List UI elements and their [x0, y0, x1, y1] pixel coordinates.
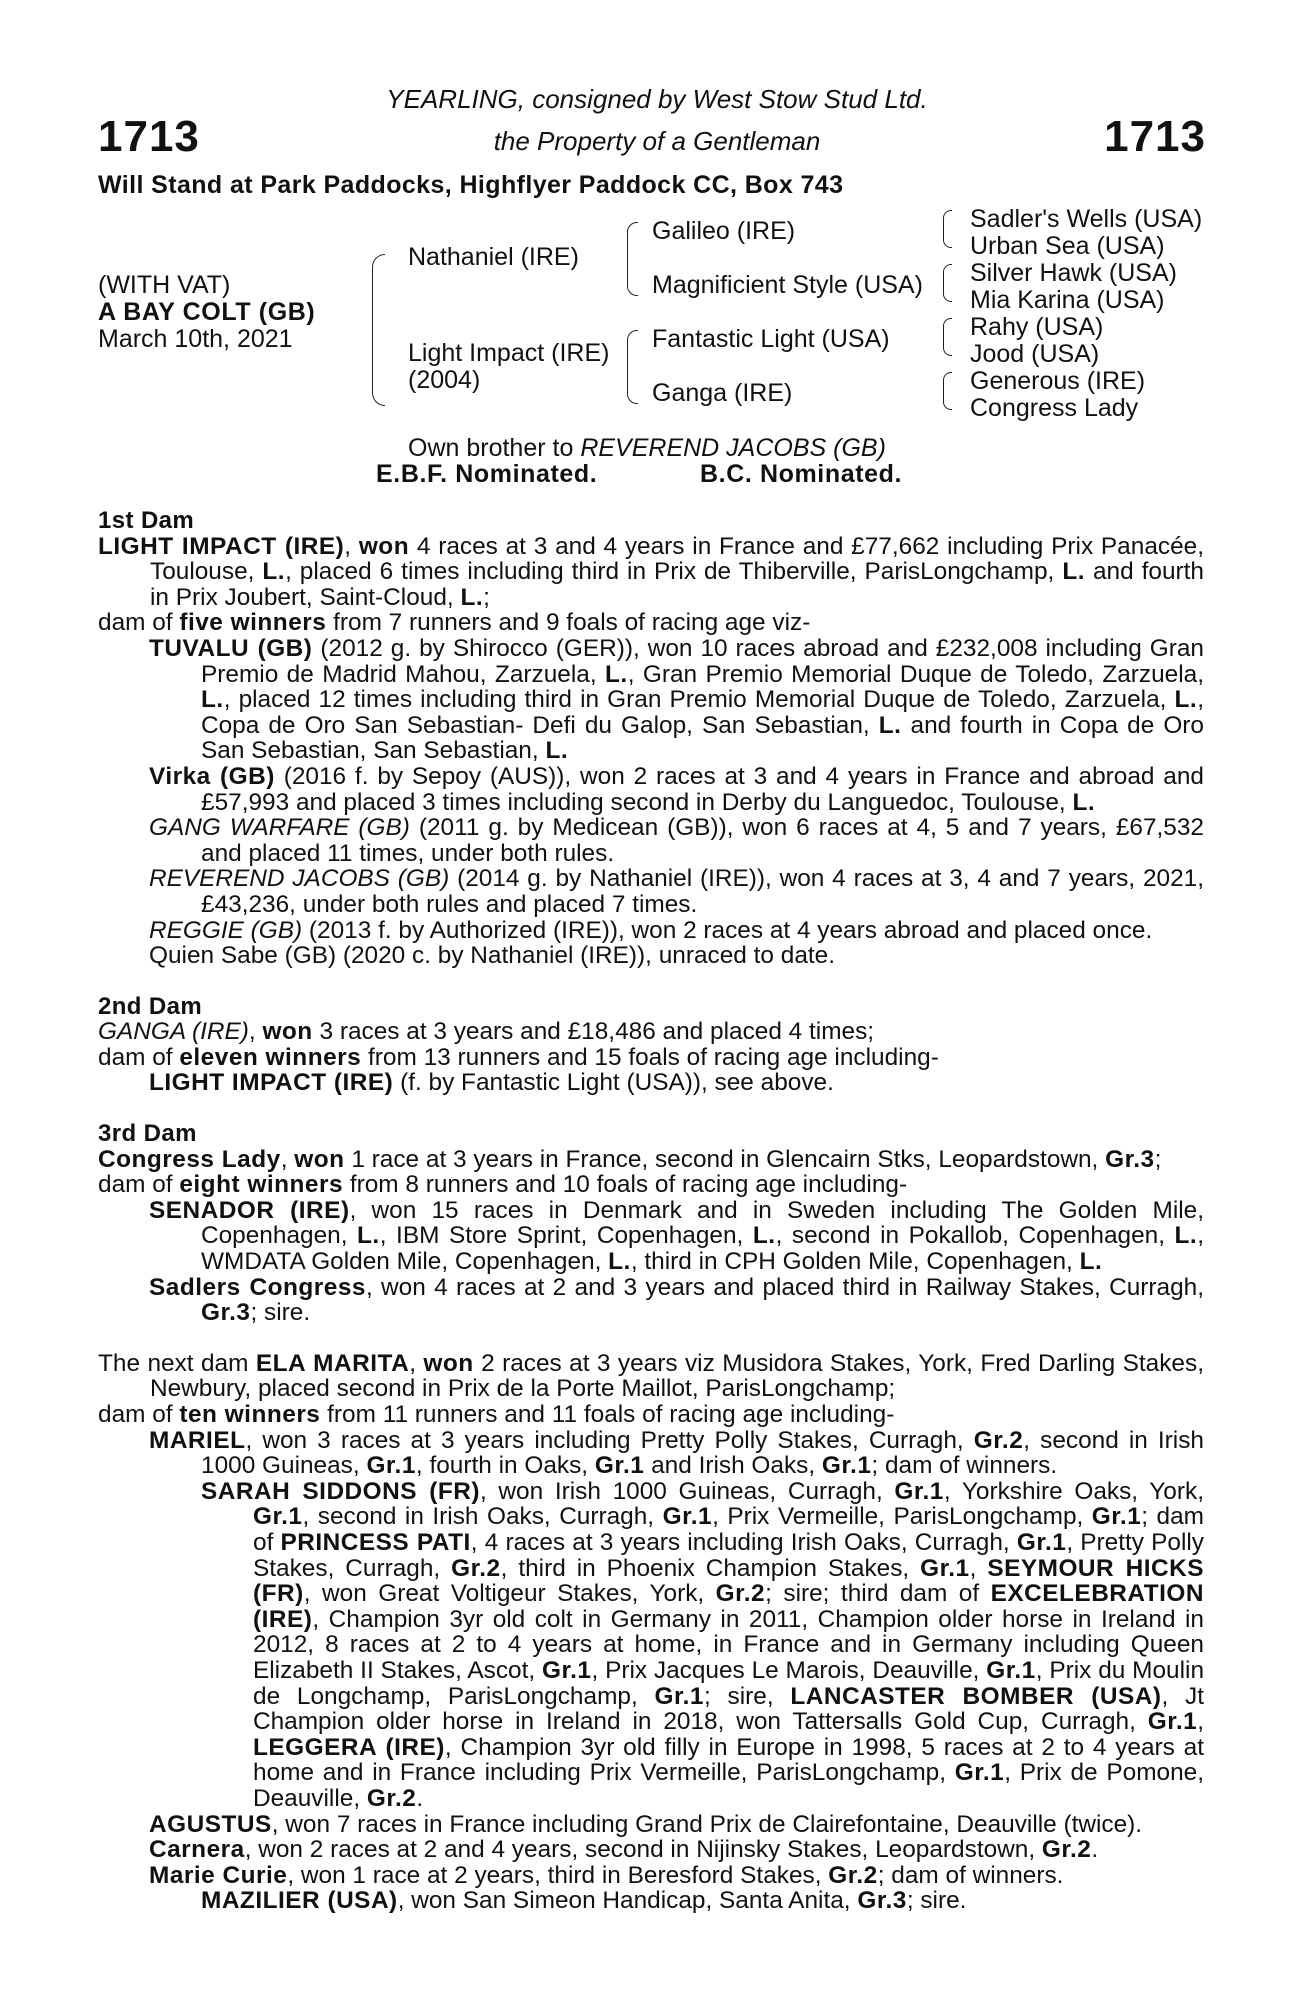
offspring-entry: MARIEL, won 3 races at 3 years including Pretty Polly Stakes, Curragh, Gr.2, second in Irish 1000 Guineas, Gr.1, fourth in Oaks, Gr.1 and Irish Oaks, Gr.1; dam of winners.: [149, 1426, 1204, 1480]
offspring-entry: LIGHT IMPACT (IRE) (f. by Fantastic Light (USA)), see above.: [149, 1069, 834, 1097]
offspring-entry: GANG WARFARE (GB) (2011 g. by Medicean (GB)), won 6 races at 4, 5 and 7 years, £67,532 and placed 11 times, under both rules.: [149, 814, 1204, 867]
second-dam-offspring-list: [98, 1070, 1204, 1096]
pedigree-brace-3d: [943, 372, 952, 410]
pedigree-dam: Light Impact (IRE): [408, 339, 610, 367]
pedigree-sire: Nathaniel (IRE): [408, 243, 579, 271]
offspring-entry: Sadlers Congress, won 4 races at 2 and 3 years and placed third in Railway Stakes, Curragh, Gr.3; sire.: [149, 1273, 1204, 1327]
stand-location: Will Stand at Park Paddocks, Highflyer Paddock CC, Box 743: [98, 171, 844, 199]
consignor-line: YEARLING, consigned by West Stow Stud Ltd.: [386, 84, 928, 114]
foaling-date: March 10th, 2021: [98, 325, 293, 353]
pedigree-brace-3c: [943, 318, 952, 356]
section-heading: 1st Dam: [98, 507, 195, 534]
offspring-entry: REGGIE (GB) (2013 f. by Authorized (IRE)), won 2 races at 4 years abroad and placed once.: [149, 916, 1153, 944]
third-dam-record: Congress Lady, won 1 race at 3 years in France, second in Glencairn Stks, Leopardstown, Gr.3;: [98, 1145, 1162, 1173]
second-dam-produce-summary: dam of eleven winners from 13 runners and 15 foals of racing age including-: [98, 1043, 939, 1071]
own-brother-note: Own brother to REVEREND JACOBS (GB): [408, 434, 886, 462]
offspring-entry: Quien Sabe (GB) (2020 c. by Nathaniel (IRE)), unraced to date.: [149, 942, 835, 970]
vat-note: (WITH VAT): [98, 271, 231, 299]
third-dam-produce-summary: dam of eight winners from 8 runners and 10 foals of racing age including-: [98, 1171, 908, 1199]
pedigree-gen3-item: Generous (IRE): [970, 367, 1146, 395]
offspring-entry: TUVALU (GB) (2012 g. by Shirocco (GER)), won 10 races abroad and £232,008 including Gran Premio de Madrid Mahou, Zarzuela, L., Gran Premio Memorial Duque de Toledo, Zarzuela, L., placed 12 times including third in Gran Premio Memorial Duque de Toledo, Zarzuela, L., Copa de Oro San Sebastian- Defi du Galop, San Sebastian, L. and fourth in Copa de Oro San Sebastian, San Sebastian, L.: [149, 634, 1204, 765]
next-dam-record: The next dam ELA MARITA, won 2 races at 3 years viz Musidora Stakes, York, Fred Darling Stakes, Newbury, placed second in Prix de la Porte Maillot, ParisLongchamp;: [98, 1349, 1204, 1403]
pedigree-brace-3b: [943, 264, 952, 302]
pedigree-gen3-item: Sadler's Wells (USA): [970, 205, 1203, 233]
pedigree-gen3-item: Urban Sea (USA): [970, 232, 1165, 260]
pedigree-gen3-item: Congress Lady: [970, 394, 1139, 422]
offspring-entry: AGUSTUS, won 7 races in France including Grand Prix de Clairefontaine, Deauville (twice).: [149, 1810, 1143, 1838]
ebf-nomination: E.B.F. Nominated.: [376, 460, 598, 488]
pedigree-dam-year: (2004): [408, 366, 481, 394]
first-dam-offspring-list: [98, 636, 1204, 969]
lot-number-left: 1713: [98, 112, 200, 161]
section-heading: 2nd Dam: [98, 992, 203, 1020]
offspring-entry: Marie Curie, won 1 race at 2 years, third in Beresford Stakes, Gr.2; dam of winners.: [149, 1861, 1064, 1889]
dam-line-body: [98, 508, 1204, 1914]
offspring-entry: REVEREND JACOBS (GB) (2014 g. by Nathaniel (IRE)), won 4 races at 3, 4 and 7 years, 2021, £43,236, under both rules and placed 7 times.: [149, 865, 1204, 918]
first-dam-record: LIGHT IMPACT (IRE), won 4 races at 3 and 4 years in France and £77,662 including Prix Panacée, Toulouse, L., placed 6 times including third in Prix de Thiberville, ParisLongchamp, L. and fourth in Prix Joubert, Saint-Cloud, L.;: [98, 532, 1204, 611]
pedigree-gen2-item: Fantastic Light (USA): [652, 325, 890, 353]
third-dam-offspring-list: [98, 1198, 1204, 1326]
lot-number-right: 1713: [1104, 112, 1206, 161]
offspring-entry: MAZILIER (USA), won San Simeon Handicap, Santa Anita, Gr.3; sire.: [201, 1887, 967, 1915]
offspring-entry: SENADOR (IRE), won 15 races in Denmark and in Sweden including The Golden Mile, Copenhagen, L., IBM Store Sprint, Copenhagen, L., second in Pokallob, Copenhagen, L., WMDATA Golden Mile, Copenhagen, L., third in CPH Golden Mile, Copenhagen, L.: [149, 1196, 1204, 1276]
second-dam-record: GANGA (IRE), won 3 races at 3 years and £18,486 and placed 4 times;: [98, 1018, 875, 1046]
next-dam-produce-summary: dam of ten winners from 11 runners and 11 foals of racing age including-: [98, 1401, 895, 1428]
horse-name: A BAY COLT (GB): [98, 298, 316, 326]
pedigree-gen3-item: Jood (USA): [970, 340, 1100, 368]
offspring-entry: Carnera, won 2 races at 2 and 4 years, second in Nijinsky Stakes, Leopardstown, Gr.2.: [149, 1836, 1099, 1864]
pedigree-brace-2a: [627, 222, 638, 296]
offspring-entry: Virka (GB) (2016 f. by Sepoy (AUS)), won 2 races at 3 and 4 years in France and abroad and £57,993 and placed 3 times including second in Derby du Languedoc, Toulouse, L.: [149, 762, 1204, 816]
pedigree-gen2-item: Ganga (IRE): [652, 379, 793, 407]
property-line: the Property of a Gentleman: [493, 126, 821, 156]
bc-nomination: B.C. Nominated.: [700, 460, 903, 488]
pedigree-brace-3a: [943, 210, 952, 248]
pedigree-gen2-item: Galileo (IRE): [652, 217, 796, 245]
section-heading: 3rd Dam: [98, 1120, 197, 1148]
pedigree-gen2-item: Magnificient Style (USA): [652, 271, 923, 299]
pedigree-gen3-item: Rahy (USA): [970, 313, 1104, 341]
offspring-entry: SARAH SIDDONS (FR), won Irish 1000 Guineas, Curragh, Gr.1, Yorkshire Oaks, York, Gr.1, second in Irish Oaks, Curragh, Gr.1, Prix Vermeille, ParisLongchamp, Gr.1; dam of PRINCESS PATI, 4 races at 3 years including Irish Oaks, Curragh, Gr.1, Pretty Polly Stakes, Curragh, Gr.2, third in Phoenix Champion Stakes, Gr.1, SEYMOUR HICKS (FR), won Great Voltigeur Stakes, York, Gr.2; sire; third dam of EXCELEBRATION (IRE), Champion 3yr old colt in Germany in 2011, Champion older horse in Ireland in 2012, 8 races at 2 to 4 years at home, in France and in Germany including Queen Elizabeth II Stakes, Ascot, Gr.1, Prix Jacques Le Marois, Deauville, Gr.1, Prix du Moulin de Longchamp, ParisLongchamp, Gr.1; sire, LANCASTER BOMBER (USA), Jt Champion older horse in Ireland in 2018, won Tattersalls Gold Cup, Curragh, Gr.1, LEGGERA (IRE), Champion 3yr old filly in Europe in 1998, 5 races at 2 to 4 years at home and in France including Prix Vermeille, ParisLongchamp, Gr.1, Prix de Pomone, Deauville, Gr.2.: [201, 1477, 1205, 1812]
first-dam-produce-summary: dam of five winners from 7 runners and 9 foals of racing age viz-: [98, 609, 811, 637]
pedigree-gen3-item: Silver Hawk (USA): [970, 259, 1177, 287]
pedigree-brace-2b: [627, 330, 638, 404]
pedigree-brace-1: [372, 254, 385, 406]
pedigree-gen3-item: Mia Karina (USA): [970, 286, 1165, 314]
